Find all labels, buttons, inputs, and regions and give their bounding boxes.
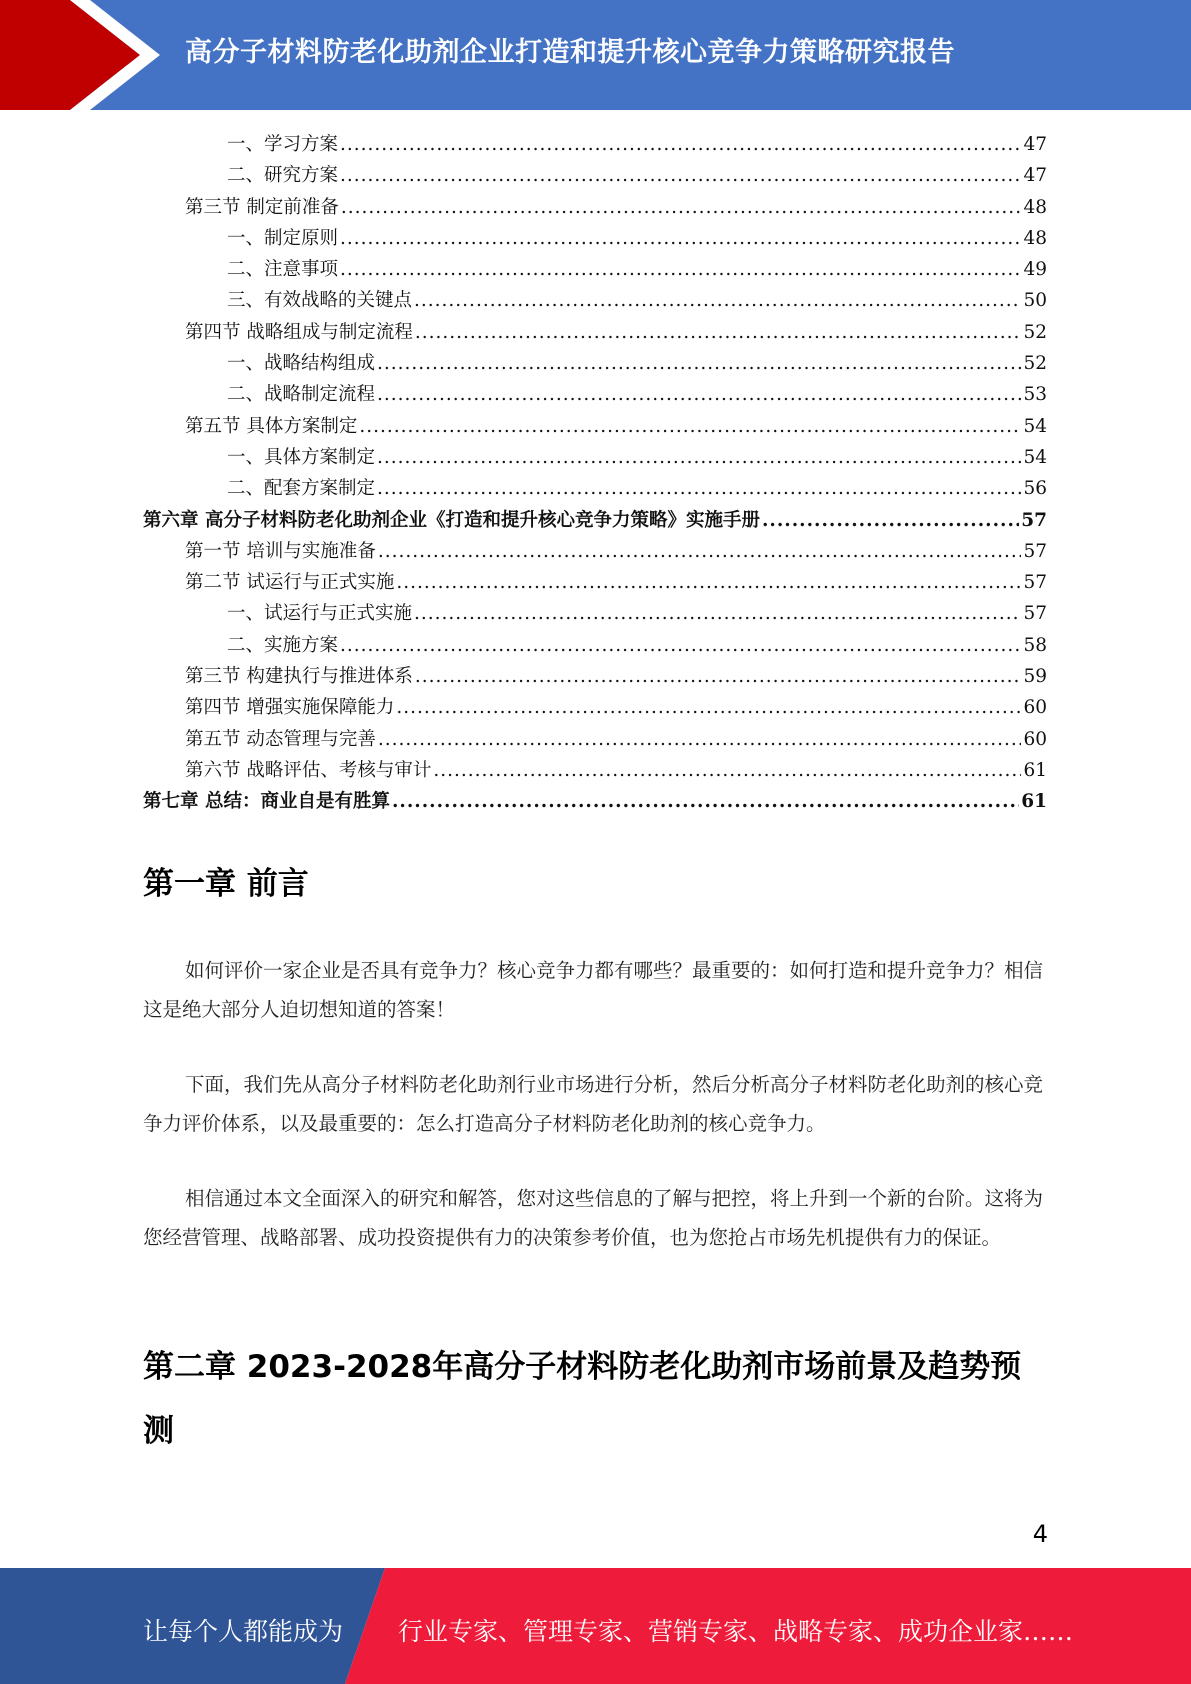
toc-entry[interactable] [143, 349, 1047, 380]
toc-dot-leader [762, 510, 1019, 531]
toc-dot-leader [414, 603, 1021, 624]
toc-dot-leader [377, 384, 1021, 405]
toc-entry-page: 48 [1023, 196, 1047, 218]
toc-entry[interactable] [143, 537, 1047, 568]
toc-entry-page: 50 [1023, 290, 1047, 312]
toc-entry[interactable] [143, 662, 1047, 693]
footer-slogan-right: 行业专家、管理专家、营销专家、战略专家、成功企业家…… [398, 1617, 1074, 1646]
toc-dot-leader [433, 760, 1021, 781]
toc-entry[interactable] [143, 255, 1047, 286]
toc-entry-page: 57 [1023, 540, 1047, 562]
chapter-2-title: 第二章 2023-2028年高分子材料防老化助剂市场前景及趋势预测 [143, 1349, 1022, 1449]
toc-entry-text: 第三节 构建执行与推进体系 [185, 666, 413, 688]
chapter-1-title: 第一章 前言 [143, 866, 309, 902]
toc-dot-leader [396, 697, 1021, 718]
toc-dot-leader [378, 729, 1022, 750]
toc-entry-page: 61 [1023, 759, 1047, 781]
toc-entry[interactable] [143, 193, 1047, 224]
toc-dot-leader [340, 165, 1021, 186]
toc-entry-text: 二、研究方案 [227, 165, 339, 187]
toc-entry-page: 47 [1023, 134, 1047, 155]
toc-entry-page: 60 [1023, 697, 1047, 719]
toc-entry[interactable] [143, 568, 1047, 599]
toc-entry-text: 第六章 高分子材料防老化助剂企业《打造和提升核心竞争力策略》实施手册 [143, 509, 760, 531]
toc-dot-leader [340, 259, 1021, 280]
toc-entry-text: 一、学习方案 [227, 134, 339, 155]
toc-entry[interactable] [143, 286, 1047, 317]
toc-dot-leader [341, 197, 1022, 218]
toc-entry-page: 59 [1023, 666, 1047, 688]
toc-entry-text: 第一节 培训与实施准备 [185, 540, 376, 562]
toc-entry-text: 第七章 总结：商业自是有胜算 [143, 791, 390, 813]
toc-entry-page: 48 [1023, 227, 1047, 249]
toc-entry-page: 52 [1023, 321, 1047, 343]
toc-entry[interactable] [143, 130, 1047, 161]
toc-entry[interactable] [143, 787, 1047, 818]
toc-entry-text: 第四节 战略组成与制定流程 [185, 321, 413, 343]
toc-dot-leader [377, 447, 1021, 468]
toc-entry[interactable] [143, 412, 1047, 443]
header-title: 高分子材料防老化助剂企业打造和提升核心竞争力策略研究报告 [185, 37, 955, 68]
toc-dot-leader [377, 353, 1021, 374]
toc-entry-text: 二、实施方案 [227, 634, 339, 656]
toc-entry-text: 二、注意事项 [227, 259, 339, 281]
toc-entry[interactable] [143, 224, 1047, 255]
toc-entry-page: 47 [1023, 165, 1047, 187]
toc-entry-text: 一、试运行与正式实施 [227, 603, 413, 625]
toc-entry-page: 53 [1023, 384, 1047, 406]
toc-entry-page: 56 [1023, 478, 1047, 500]
toc-entry[interactable] [143, 318, 1047, 349]
toc-entry-page: 54 [1023, 446, 1047, 468]
page-footer [0, 1568, 1191, 1684]
toc-entry-page: 49 [1023, 259, 1047, 281]
toc-entry-text: 二、配套方案制定 [227, 478, 376, 500]
toc-entry-text: 二、战略制定流程 [227, 384, 376, 406]
page-number: 4 [1032, 1520, 1048, 1548]
toc-dot-leader [392, 791, 1019, 812]
toc-entry[interactable] [143, 443, 1047, 474]
toc-entry[interactable] [143, 599, 1047, 630]
toc-entry-page: 61 [1021, 791, 1047, 813]
intro-paragraph-3: 相信通过本文全面深入的研究和解答，您对这些信息的了解与把控，将上升到一个新的台阶。这将为您经营管理、战略部署、成功投资提供有力的决策参考价值，也为您抢占市场先机提供有力的保证。 [143, 1187, 1044, 1249]
toc-dot-leader [340, 134, 1021, 155]
toc-entry-text: 一、具体方案制定 [227, 446, 376, 468]
toc-entry[interactable] [143, 506, 1047, 537]
toc-entry-text: 第三节 制定前准备 [185, 196, 339, 218]
toc-entry-text: 一、战略结构组成 [227, 353, 376, 375]
toc-entry-page: 54 [1023, 415, 1047, 437]
toc-entry-page: 58 [1023, 634, 1047, 656]
intro-paragraph-1: 如何评价一家企业是否具有竞争力？核心竞争力都有哪些？最重要的：如何打造和提升竞争力？相信这是绝大部分人迫切想知道的答案！ [143, 959, 1044, 1021]
table-of-contents [143, 130, 1047, 819]
toc-dot-leader [340, 635, 1021, 656]
toc-entry-text: 第五节 动态管理与完善 [185, 728, 376, 750]
intro-paragraph-2: 下面，我们先从高分子材料防老化助剂行业市场进行分析，然后分析高分子材料防老化助剂的核心竞争力评价体系，以及最重要的：怎么打造高分子材料防老化助剂的核心竞争力。 [143, 1073, 1044, 1135]
toc-entry[interactable] [143, 693, 1047, 724]
toc-entry-text: 第六节 战略评估、考核与审计 [185, 759, 432, 781]
toc-entry[interactable] [143, 756, 1047, 787]
page-header [0, 0, 1191, 110]
toc-dot-leader [414, 290, 1021, 311]
footer-slogan-left: 让每个人都能成为 [143, 1617, 344, 1646]
toc-entry[interactable] [143, 380, 1047, 411]
toc-dot-leader [415, 666, 1022, 687]
toc-entry-page: 52 [1023, 353, 1047, 375]
toc-entry-text: 第五节 具体方案制定 [185, 415, 358, 437]
toc-entry-text: 第二节 试运行与正式实施 [185, 572, 395, 594]
toc-entry[interactable] [143, 161, 1047, 192]
toc-dot-leader [340, 228, 1021, 249]
toc-entry[interactable] [143, 474, 1047, 505]
toc-dot-leader [415, 322, 1022, 343]
toc-entry-text: 三、有效战略的关键点 [227, 290, 413, 312]
toc-entry-page: 60 [1023, 728, 1047, 750]
toc-entry[interactable] [143, 631, 1047, 662]
toc-dot-leader [378, 541, 1022, 562]
toc-dot-leader [377, 478, 1021, 499]
toc-entry-text: 一、制定原则 [227, 227, 339, 249]
toc-dot-leader [396, 572, 1021, 593]
toc-entry-page: 57 [1021, 509, 1047, 531]
toc-entry-page: 57 [1023, 572, 1047, 594]
toc-entry[interactable] [143, 725, 1047, 756]
toc-entry-page: 57 [1023, 603, 1047, 625]
toc-entry-text: 第四节 增强实施保障能力 [185, 697, 395, 719]
toc-dot-leader [359, 416, 1021, 437]
